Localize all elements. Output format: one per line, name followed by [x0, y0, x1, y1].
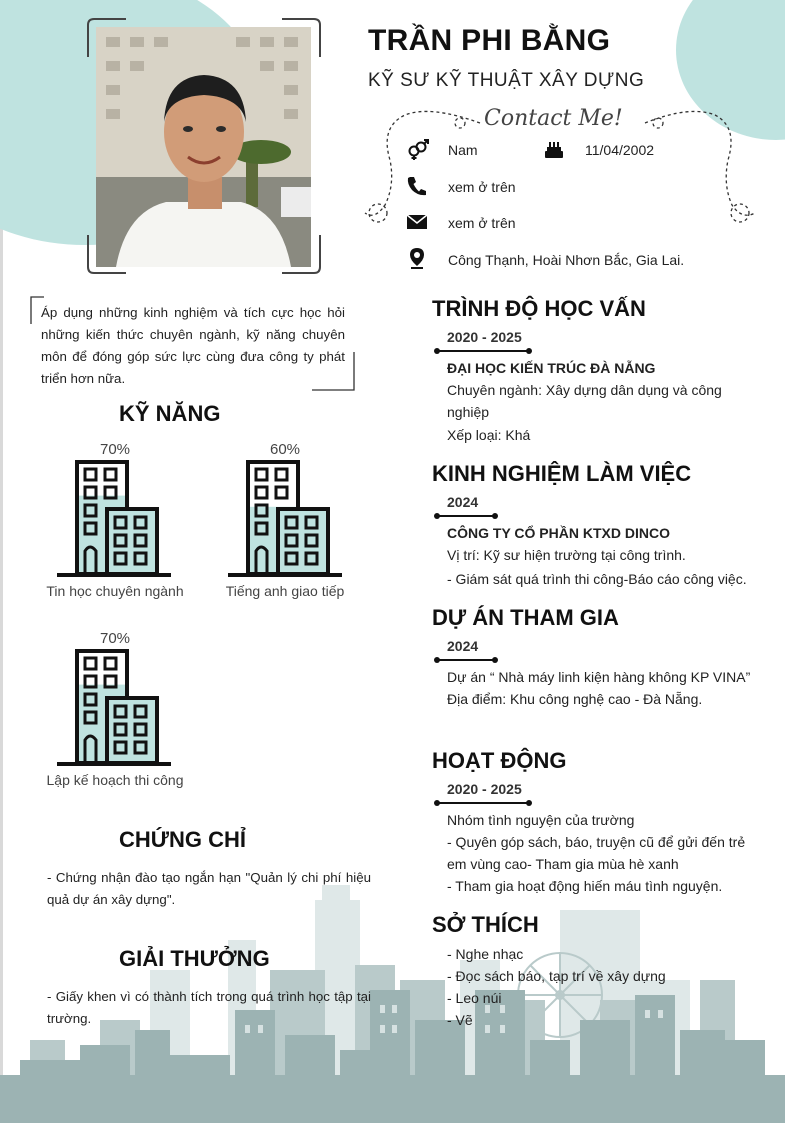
education-major: Chuyên ngành: Xây dựng dân dụng và công	[447, 382, 722, 398]
phone-icon	[406, 175, 428, 197]
timeline-bar	[436, 802, 530, 804]
hobby-item: - Đọc sách báo, tạp trí về xây dựng	[447, 968, 666, 984]
certificate-text: - Chứng nhận đào tạo ngắn hạn "Quản lý chi phí hiệu quả dự án xây dựng".	[47, 870, 371, 907]
experience-company: CÔNG TY CỔ PHẦN KTXD DINCO	[447, 525, 670, 541]
skill-label: Tiếng anh giao tiếp	[225, 583, 345, 599]
project-date: 2024	[447, 638, 479, 654]
gender-icon	[407, 139, 429, 161]
skill-building-icon	[55, 459, 173, 579]
activities-date: 2020 - 2025	[447, 781, 522, 797]
certificates-heading: CHỨNG CHỈ	[119, 827, 247, 852]
skills-heading: KỸ NĂNG	[119, 401, 221, 426]
hobbies-heading: SỞ THÍCH	[432, 912, 539, 937]
birthday-cake-icon	[543, 138, 565, 160]
gender-value: Nam	[448, 142, 478, 158]
hobby-item: - Vẽ	[447, 1012, 473, 1028]
skill-item	[40, 441, 190, 458]
awards-heading: GIẢI THƯỞNG	[119, 946, 270, 971]
phone-value: xem ở trên	[448, 179, 516, 195]
activity-line: em vùng cao- Tham gia mùa hè xanh	[447, 856, 679, 872]
experience-heading: KINH NGHIỆM LÀM VIỆC	[432, 461, 692, 486]
address-value: Công Thạnh, Hoài Nhơn Bắc, Gia Lai.	[448, 252, 685, 268]
skill-percent: 70%	[99, 441, 131, 458]
education-date: 2020 - 2025	[447, 329, 522, 345]
education-heading: TRÌNH ĐỘ HỌC VẤN	[432, 296, 646, 321]
activity-line: - Tham gia hoạt động hiến máu tình nguyện.	[447, 878, 723, 894]
email-envelope-icon	[406, 211, 428, 233]
skill-percent: 60%	[269, 441, 301, 458]
activities-heading: HOẠT ĐỘNG	[432, 748, 567, 773]
hobby-item: - Nghe nhạc	[447, 946, 524, 962]
skill-label-wrap	[210, 583, 360, 599]
skill-building-icon	[55, 648, 173, 768]
job-title: KỸ SƯ KỸ THUẬT XÂY DỰNG	[368, 70, 645, 91]
career-objective: Áp dụng những kinh nghiệm và tích cực học hỏi những kiến thức chuyên ngành, kỹ năng chuyên môn để đóng góp sức lực cùng đưa công ty phát triển hơn nữa.	[41, 305, 345, 386]
experience-date: 2024	[447, 494, 479, 510]
skill-building-icon	[226, 459, 344, 579]
skill-label: Lập kế hoạch thi công	[46, 772, 184, 788]
education-grade: Xếp loại: Khá	[447, 427, 531, 443]
profile-photo	[96, 27, 311, 267]
timeline-bar	[436, 659, 496, 661]
skill-label: Tin học chuyên ngành	[46, 583, 184, 599]
activity-line: - Quyên góp sách, báo, truyện cũ để gửi đến trẻ	[447, 834, 746, 850]
skill-label-wrap	[30, 583, 200, 599]
projects-heading: DỰ ÁN THAM GIA	[432, 605, 619, 630]
timeline-bar	[436, 350, 530, 352]
birthday-value: 11/04/2002	[585, 142, 655, 158]
education-school: ĐẠI HỌC KIẾN TRÚC ĐÀ NẴNG	[447, 360, 656, 376]
contact-heading: Contact Me!	[484, 106, 623, 131]
skill-percent: 70%	[99, 630, 131, 647]
timeline-bar	[436, 515, 496, 517]
location-pin-icon	[406, 247, 428, 269]
email-value: xem ở trên	[448, 215, 516, 231]
activity-line: Nhóm tình nguyện của trường	[447, 812, 635, 828]
hobby-item: - Leo núi	[447, 990, 502, 1006]
person-name: TRẦN PHI BẰNG	[368, 24, 611, 57]
project-location: Địa điểm: Khu công nghệ cao - Đà Nẵng.	[447, 691, 703, 707]
award-text: - Giấy khen vì có thành tích trong quá trình học tập tại trường.	[47, 989, 371, 1026]
skill-label-wrap	[30, 772, 200, 788]
education-major-cont: nghiệp	[447, 404, 490, 420]
project-name: Dự án “ Nhà máy linh kiện hàng không KP VINA”	[447, 669, 751, 685]
skill-item	[220, 441, 350, 458]
experience-position: Vị trí: Kỹ sư hiện trường tại công trình.	[447, 547, 686, 563]
experience-duty: - Giám sát quá trình thi công-Báo cáo công việc.	[447, 571, 747, 587]
skill-item	[40, 630, 190, 647]
